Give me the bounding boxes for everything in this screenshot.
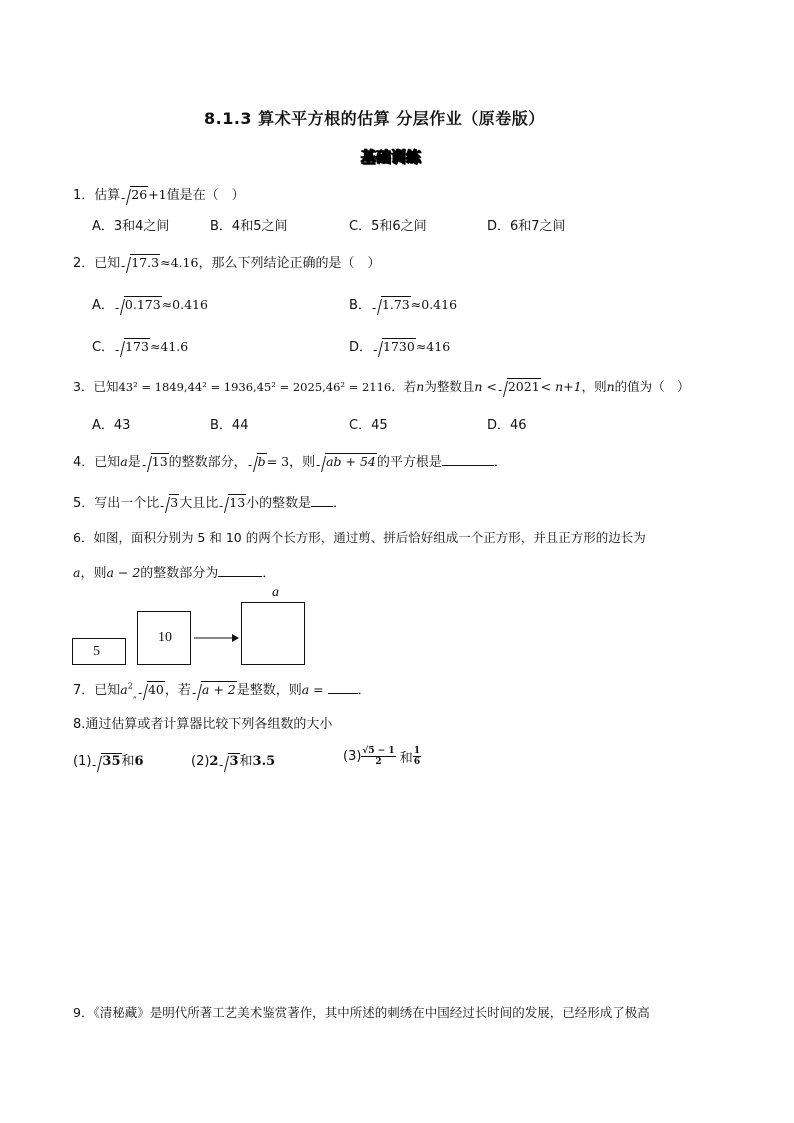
option-value: ≈416 <box>415 339 451 354</box>
q3-option-b[interactable]: B．44 <box>210 418 249 433</box>
square-label: a <box>272 585 279 600</box>
arrow-icon <box>194 632 240 644</box>
q6-line2a: ，则 <box>80 566 107 581</box>
q7-sub: „ <box>132 690 137 700</box>
question-8: 8.通过估算或者计算器比较下列各组数的大小 <box>73 717 333 732</box>
q1-option-b[interactable]: B．4和5之间 <box>210 219 288 234</box>
sqrt-symbol <box>160 494 179 510</box>
q3-option-c[interactable]: C．45 <box>349 418 388 433</box>
q3-ineq-left: n < <box>474 379 497 394</box>
question-4 <box>73 451 507 470</box>
q3-mid3: ，则 <box>581 379 607 394</box>
rect-5-label: 5 <box>93 644 100 659</box>
sqrt-symbol <box>121 254 160 270</box>
question-6-line-2 <box>73 562 275 581</box>
q3-option-a[interactable]: A．43 <box>92 418 131 433</box>
q7-prefix: 7．已知 <box>73 683 121 698</box>
q4-end: ． <box>493 455 507 470</box>
q2-option-b[interactable] <box>349 294 457 313</box>
sqrt-symbol <box>498 378 541 394</box>
question-6-line-1: 6．如图，面积分别为 5 和 10 的两个长方形，通过剪、拼后恰好组成一个正方形，并且正方形的边长为 <box>73 530 646 545</box>
q4-mid2: 的整数部分， <box>168 455 247 470</box>
q4-mid3: ，则 <box>289 455 316 470</box>
q8-p1-radicand: 35 <box>102 754 121 769</box>
part-label: (2) <box>191 754 210 769</box>
sqrt-symbol <box>248 453 267 469</box>
q2-option-a[interactable] <box>92 294 208 313</box>
option-label: A． <box>92 298 114 313</box>
section-heading: 基础训练 <box>361 148 422 166</box>
q4-radicand-1: 13 <box>151 454 168 469</box>
q5-radicand-2: 13 <box>229 495 246 510</box>
q5-suffix: 小的整数是 <box>246 496 312 511</box>
sqrt-symbol <box>115 338 150 354</box>
q5-mid: 大且比 <box>179 496 219 511</box>
q7-mid: ，若 <box>164 683 191 698</box>
q3-equations: 43² = 1849,44² = 1936,45² = 2025,46² = 2116 <box>118 380 392 394</box>
q1-suffix: 值是在（ ） <box>166 188 245 203</box>
q5-prefix: 5．写出一个比 <box>73 496 160 511</box>
fraction <box>361 746 395 767</box>
q8-p3-den2: 6 <box>413 757 421 767</box>
answer-blank[interactable] <box>442 453 494 466</box>
q1-option-a[interactable]: A．3和4之间 <box>92 219 170 234</box>
q2-approx: ≈4.16 <box>160 255 199 270</box>
q8-p1-value: 6 <box>134 754 144 769</box>
q7-a2: a <box>301 682 310 697</box>
option-value: ≈0.416 <box>410 297 458 312</box>
sqrt-symbol <box>219 753 239 769</box>
q8-p3-den: 2 <box>375 757 382 767</box>
q3-ineq-right: < n+1 <box>540 379 582 394</box>
q7-a: a <box>120 682 128 697</box>
question-2 <box>73 252 380 271</box>
question-1 <box>73 184 245 203</box>
q4-radicand-3: ab + 54 <box>326 454 376 469</box>
q6-a: a <box>73 565 81 580</box>
q6-expr: a − 2 <box>106 565 141 580</box>
option-radicand: 1730 <box>383 339 415 354</box>
page-title: 8.1.3 算术平方根的估算 分层作业（原卷版） <box>204 109 545 128</box>
question-5 <box>73 492 346 511</box>
q3-suffix: 的值为（ ） <box>614 379 690 394</box>
fraction <box>413 746 421 767</box>
q8-p3-num: √5 − 1 <box>362 746 395 756</box>
option-radicand: 0.173 <box>124 297 161 312</box>
q8-p2-value: 3.5 <box>252 754 276 769</box>
sqrt-symbol <box>192 681 237 697</box>
q8-part-2 <box>191 750 275 769</box>
q8-p2-and: 和 <box>239 754 253 769</box>
option-radicand: 1.73 <box>381 297 410 312</box>
q3-radicand: 2021 <box>507 379 540 394</box>
q7-end: ． <box>357 683 371 698</box>
answer-blank[interactable] <box>328 681 358 694</box>
q8-p1-and: 和 <box>121 754 135 769</box>
square-side-a <box>241 602 305 665</box>
option-value: ≈0.416 <box>161 297 208 312</box>
q8-part-3 <box>343 746 421 767</box>
q8-part-1 <box>73 750 144 769</box>
sqrt-symbol <box>316 453 377 469</box>
sqrt-symbol <box>115 296 162 312</box>
q1-plus: +1 <box>148 187 167 202</box>
q4-radicand-2: b <box>257 454 266 469</box>
q3-n: n <box>416 379 425 394</box>
question-7 <box>73 679 371 700</box>
option-label: B． <box>349 298 371 313</box>
q2-option-d[interactable] <box>349 336 450 355</box>
q4-prefix: 4．已知 <box>73 455 121 470</box>
q5-end: ． <box>333 496 347 511</box>
q7-sup: 2 <box>127 681 133 691</box>
sqrt-symbol <box>121 186 148 202</box>
q8-p3-num2: 1 <box>413 746 421 756</box>
q6-end: ． <box>262 566 276 581</box>
q2-suffix: ，那么下列结论正确的是（ ） <box>198 256 381 271</box>
q6-line2b: 的整数部分为 <box>140 566 219 581</box>
q4-suffix: 的平方根是 <box>376 455 442 470</box>
q7-radicand-1: 40 <box>147 682 164 697</box>
q8-p3-and: 和 <box>395 751 413 766</box>
answer-blank[interactable] <box>311 494 333 507</box>
sqrt-symbol <box>373 338 416 354</box>
part-label: (1) <box>73 754 92 769</box>
q1-option-c[interactable]: C．5和6之间 <box>349 219 427 234</box>
sqrt-symbol <box>92 753 121 769</box>
q8-p2-coef: 2 <box>209 754 219 769</box>
q4-a: a <box>120 454 128 469</box>
q1-option-d[interactable]: D．6和7之间 <box>487 219 566 234</box>
part-label: (3) <box>343 749 362 764</box>
q3-prefix: 3．已知 <box>73 379 119 394</box>
q2-prefix: 2．已知 <box>73 256 121 271</box>
q7-eq: = <box>309 682 328 697</box>
sqrt-symbol <box>372 296 411 312</box>
q4-mid1: 是 <box>127 455 141 470</box>
q7-mid2: 是整数，则 <box>236 683 302 698</box>
q3-option-d[interactable]: D．46 <box>487 418 527 433</box>
option-value: ≈41.6 <box>149 339 189 354</box>
q2-option-c[interactable] <box>92 336 188 355</box>
rect-10-label: 10 <box>158 630 172 645</box>
sqrt-symbol <box>138 681 165 697</box>
q2-radicand: 17.3 <box>131 255 160 270</box>
q7-radicand-2: a + 2 <box>201 682 236 697</box>
answer-blank[interactable] <box>218 564 262 577</box>
q3-mid2: 为整数且 <box>424 379 475 394</box>
question-3 <box>73 377 690 395</box>
option-label: D． <box>349 340 373 355</box>
sqrt-symbol <box>219 494 246 510</box>
sqrt-symbol <box>142 453 169 469</box>
option-label: C． <box>92 340 115 355</box>
q1-radicand: 26 <box>131 187 148 202</box>
q8-p2-radicand: 3 <box>229 754 239 769</box>
question-9: 9．《清秘藏》是明代所著工艺美术鉴赏著作，其中所述的刺绣在中国经过长时间的发展，已经形成了极高 <box>73 1005 650 1020</box>
option-radicand: 173 <box>125 339 149 354</box>
q3-n: n <box>606 379 615 394</box>
q1-prefix: 1．估算 <box>73 188 121 203</box>
q3-mid: ．若 <box>391 379 417 394</box>
q4-eq: = 3 <box>266 454 290 469</box>
q5-radicand-1: 3 <box>170 495 179 510</box>
